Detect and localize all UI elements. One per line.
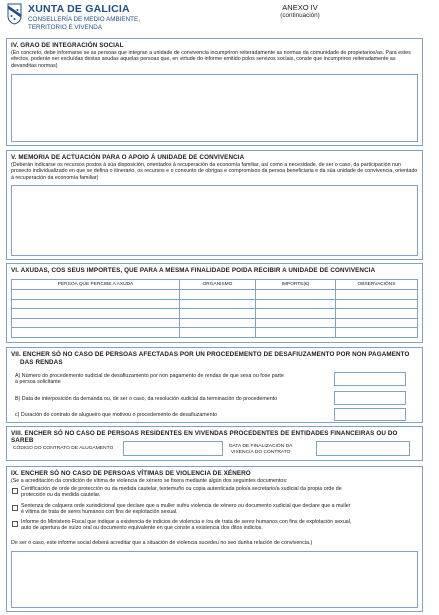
table-cell[interactable] — [12, 299, 180, 309]
demand-date-label: B) Data de interposición da demanda ou, de ser o caso, da resolución xudicial da terminación do procedemento — [15, 396, 278, 402]
column-header: IMPORTE(€) — [256, 280, 336, 290]
table-cell[interactable] — [180, 290, 256, 300]
label-line-1: Certificación de orde de protección ou da medida cautelar, testemuño ou copia autenticada polo/a secretario/a xudicial da propia orde de — [21, 486, 342, 492]
column-header: OBSERVACIÓNS — [336, 280, 418, 290]
eviction-case-number-input[interactable] — [334, 372, 406, 386]
table-cell[interactable] — [256, 290, 336, 300]
page-header — [0, 0, 439, 36]
section-social-integration — [6, 38, 423, 146]
table-header-row — [12, 280, 418, 290]
section-aid-amounts — [6, 263, 423, 343]
demand-date-input[interactable] — [334, 391, 406, 405]
label-line-2: é vítima de trata de seres humanos con fins de explotación sexual. — [21, 509, 178, 516]
table-cell[interactable] — [180, 318, 256, 328]
column-header: ORGANISMO — [180, 280, 256, 290]
section-title: VI. AXUDAS, COS SEUS IMPORTES, QUE PARA A MESMA FINALIDADE POIDA RECIBIR A UNIDADE DE CONVIVENCIA — [11, 267, 376, 274]
label-line-2: protección ou da medida cautelar. — [21, 492, 101, 499]
section-title: VIII. ENCHER SÓ NO CASO DE PERSOAS RESIDENTES EN VIVENDAS PROCEDENTES DE ENTIDADES FINANCEIRAS OU DO SAREB — [11, 430, 398, 444]
section-title: V. MEMORIA DE ACTUACIÓN PARA O APOIO Á UNIDADE DE CONVIVENCIA — [11, 154, 245, 161]
court-sentence-label — [21, 503, 419, 516]
section-gender-violence — [6, 466, 423, 612]
table-cell[interactable] — [256, 309, 336, 319]
protection-order-checkbox[interactable] — [12, 488, 18, 494]
table-cell[interactable] — [180, 328, 256, 338]
section-outro: De ser o caso, este informe social deberá acreditar que a situación de violencia sucedeu no seo dunha relación de convivencia.) — [11, 540, 313, 546]
contract-duration-input[interactable] — [334, 408, 406, 421]
section-title: VII. ENCHER SÓ NO CASO DE PERSOAS AFECTADAS POR UN PROCEDEMENTO DE DESAFIUZAMENTO POR NON PAGAMENTO — [11, 351, 410, 358]
label-line-1: Sentenza de calquera orde xurisdicional que declare que a muller sufriu violencia de xénero ou documento xudicial que declare que a muller — [21, 503, 351, 509]
table-cell[interactable] — [336, 328, 418, 338]
section-instructions: (Deberán indicarse os recursos postos á súa disposición, orientados á recuperación da economía familiar, así como a necesidade, de ser o caso, da participación nun proxecto individualizado en que se defina o itinerario, os recursos e o conxunto de obrigas e compromisos da persoa beneficiaria e da súa unidade de convivencia, orientado á recuperación da economía familiar) — [11, 162, 418, 181]
table-cell[interactable] — [12, 318, 180, 328]
court-sentence-checkbox[interactable] — [12, 505, 18, 511]
prosecutor-report-label — [21, 519, 419, 532]
department-name — [28, 16, 178, 31]
protection-order-label — [21, 486, 419, 499]
label-line-2: a persoa solicitante — [15, 379, 61, 386]
table-row — [12, 328, 418, 338]
table-row — [12, 309, 418, 319]
table-row — [12, 318, 418, 328]
rental-contract-code-label: CÓDIGO DO CONTRATO DE ALUGAMENTO — [13, 446, 114, 451]
section-instructions: (En concreto, debe informarse se as persoas que integran a unidade de convivencia incumpriron reiteradamente as normas da comunidade de propietarios/as. Para estes efectos, poderán ser excluídas destas axudas aquelas persoas que, en virtude do informe emitido polos servizos sociais, conste que incumpriron reiteradamente as devanditas normas) — [11, 50, 411, 69]
section-title: IV. GRAO DE INTEGRACIÓN SOCIAL — [11, 42, 124, 49]
eviction-case-number-label — [15, 373, 284, 386]
contract-end-date-label — [229, 444, 292, 456]
rental-contract-code-input[interactable] — [123, 441, 223, 456]
table-cell[interactable] — [12, 309, 180, 319]
column-header: PERSOA QUE PERCIBE A AXUDA — [12, 280, 180, 290]
table-cell[interactable] — [180, 299, 256, 309]
section-financial-housing — [6, 426, 423, 461]
prosecutor-report-checkbox[interactable] — [12, 521, 18, 527]
table-cell[interactable] — [336, 299, 418, 309]
label-line-1: Informe do Ministerio Fiscal que indique a existencia de indicios de violencia e /ou de trata de seres humanos con fins de explotación sexual, — [21, 519, 352, 525]
table-row — [12, 290, 418, 300]
table-cell[interactable] — [336, 318, 418, 328]
contract-duration-label: c) Duración do contrato de alugueiro que motivou o procedemento de desafiuzamento — [15, 412, 217, 418]
label-line-1: A) Número do procedemento xudicial de desafiuzamento por non pagamento de rendas de que sexa ou fose parte — [15, 373, 284, 379]
label-line-2: VIXENCIA DO CONTRATO — [230, 450, 291, 455]
department-line-1: CONSELLERÍA DE MEDIO AMBIENTE, — [28, 16, 140, 23]
table-cell[interactable] — [180, 309, 256, 319]
table-cell[interactable] — [256, 318, 336, 328]
table-cell[interactable] — [256, 299, 336, 309]
xunta-logo-icon — [7, 3, 22, 25]
table-row — [12, 299, 418, 309]
contract-end-date-input[interactable] — [316, 441, 410, 456]
section-intro: (Se a acreditación da condición de vítima de violencia de xénero se fixera mediante algún dos seguintes documentos: — [11, 478, 288, 484]
table-cell[interactable] — [336, 309, 418, 319]
table-cell[interactable] — [256, 328, 336, 338]
annex-subtitle: (continuación) — [280, 12, 320, 19]
social-integration-textarea[interactable] — [11, 74, 418, 142]
aid-table — [11, 279, 418, 338]
gender-violence-textarea[interactable] — [11, 551, 418, 608]
org-title: XUNTA DE GALICIA — [28, 3, 130, 15]
label-line-1: DATA DE FINALIZACIÓN DA — [229, 444, 293, 449]
section-action-report — [6, 150, 423, 260]
annex-title: ANEXO IV — [282, 3, 318, 12]
department-line-2: TERRITORIO E VIVENDA — [28, 23, 103, 31]
section-eviction — [6, 347, 423, 423]
action-report-textarea[interactable] — [11, 185, 418, 256]
table-cell[interactable] — [12, 290, 180, 300]
table-cell[interactable] — [336, 290, 418, 300]
table-cell[interactable] — [12, 328, 180, 338]
section-title-continued: DAS RENDAS — [20, 359, 63, 366]
section-title: IX. ENCHER SÓ NO CASO DE PERSOAS VÍTIMAS DE VIOLENCIA DE XÉNERO — [11, 470, 251, 477]
label-line-2: auto de apertura de xuízo oral ou documento equivalente en que conste a existencia dos ditos indicios. — [21, 525, 263, 532]
